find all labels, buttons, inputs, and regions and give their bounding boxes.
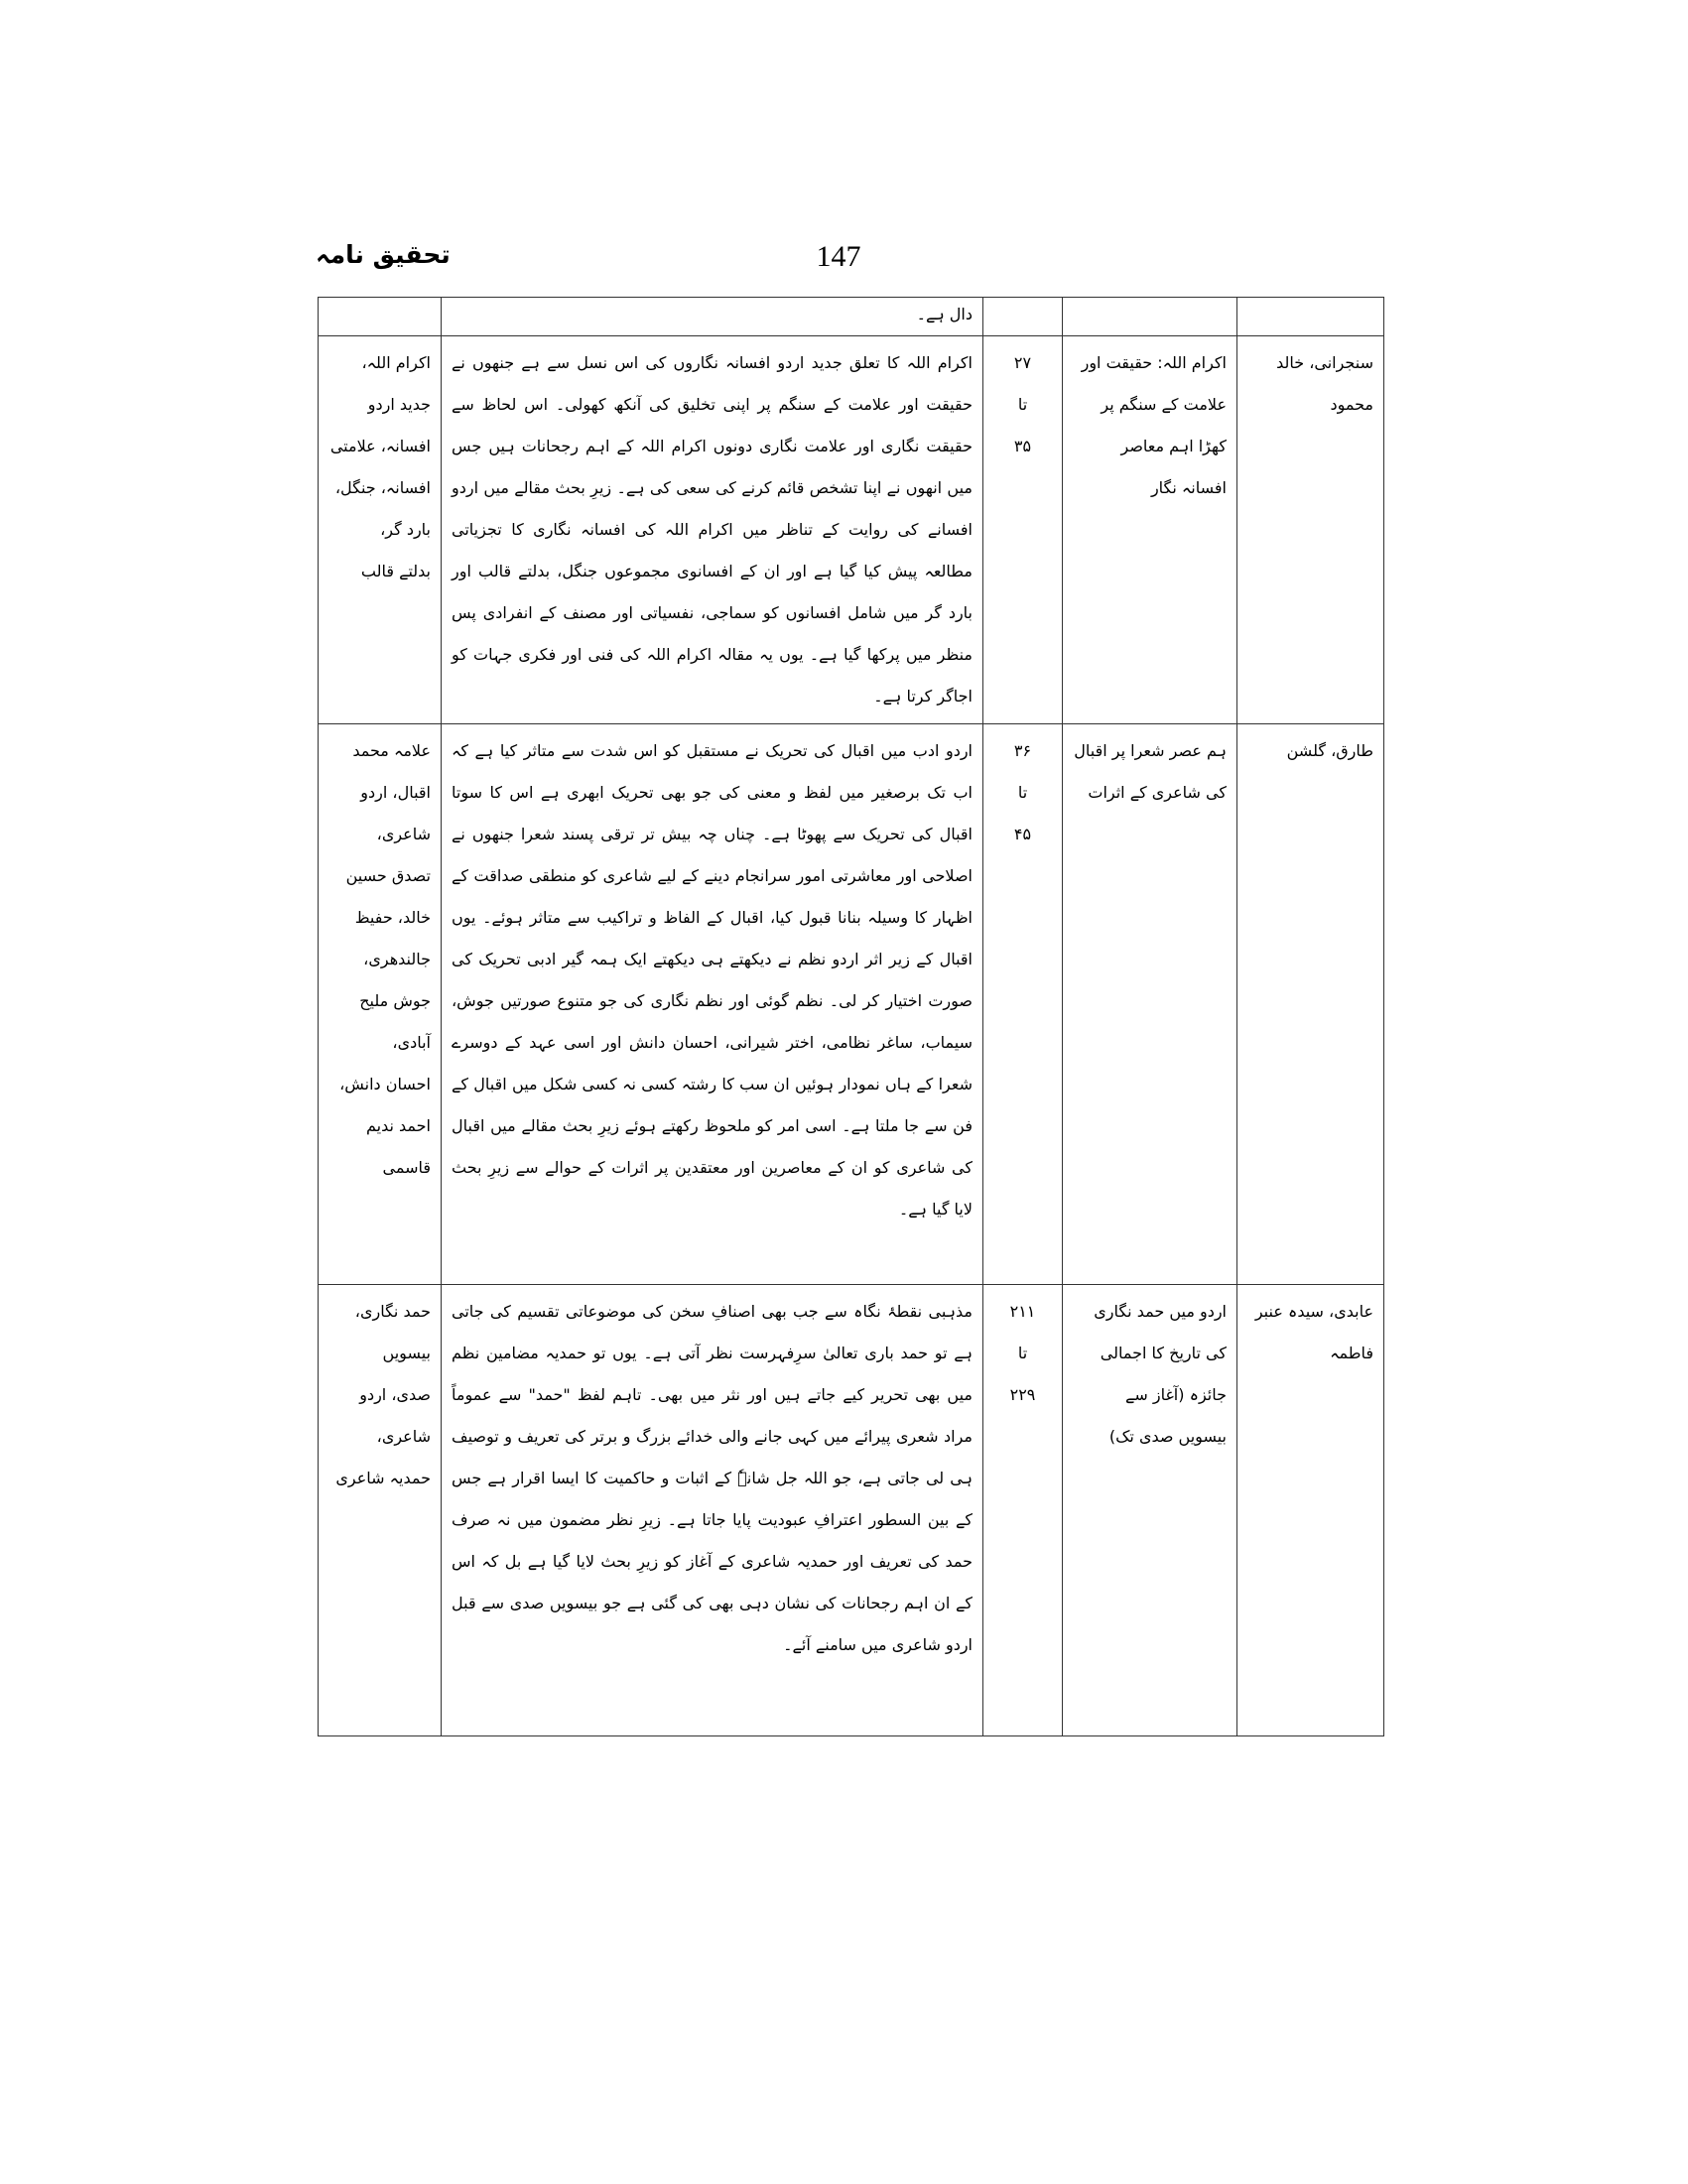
- table-row: [319, 336, 1384, 724]
- abstract-cell: اردو ادب میں اقبال کی تحریک نے مستقبل کو اس شدت سے متاثر کیا ہے کہ اب تک برصغیر میں لفظ و معنی کی جو بھی تحریک ابھری ہے اس کا سوتا اقبال کی تحریک سے پھوٹا ہے۔ چناں چہ بیش تر ترقی پسند شعرا جنھوں نے اصلاحی اور معاشرتی امور سرانجام دینے کے لیے شاعری کو منطقی صداقت کے اظہار کا وسیلہ بنانا قبول کیا، اقبال کے الفاظ و تراکیب سے متاثر ہوئے۔ یوں اقبال کے زیر اثر اردو نظم نے دیکھتے ہی دیکھتے ایک ہمہ گیر ادبی تحریک کی صورت اختیار کر لی۔ نظم گوئی اور نظم نگاری کی جو متنوع صورتیں جوش، سیماب، ساغر نظامی، اختر شیرانی، احسان دانش اور اسی عہد کے دوسرے شعرا کے ہاں نمودار ہوئیں ان سب کا رشتہ کسی نہ کسی شکل میں اقبال کے فن سے جا ملتا ہے۔ اسی امر کو ملحوظ رکھتے ہوئے زیرِ بحث مقالے میں اقبال کی شاعری کو ان کے معاصرین اور معتقدین پر اثرات کے حوالے سے زیرِ بحث لایا گیا ہے۔: [442, 724, 983, 1285]
- page-separator: تا: [1017, 1344, 1028, 1362]
- keywords-cell: [319, 336, 442, 724]
- pages-cell: [983, 1285, 1063, 1736]
- page-end: ۲۲۹: [1009, 1385, 1036, 1404]
- page-end: ۳۵: [1013, 437, 1032, 455]
- keywords-cell: [319, 724, 442, 1285]
- keyword: جدید اردو: [367, 395, 431, 414]
- abstract-cell: مذہبی نقطۂ نگاہ سے جب بھی اصنافِ سخن کی موضوعاتی تقسیم کی جاتی ہے تو حمد باری تعالیٰ سرِفہرست نظر آتی ہے۔ یوں تو حمدیہ مضامین نظم میں بھی تحریر کیے جاتے ہیں اور نثر میں بھی۔ تاہم لفظ "حمد" سے عموماً مراد شعری پیرائے میں کہی جانے والی خدائے بزرگ و برتر کی تعریف و توصیف ہی لی جاتی ہے، جو اللہ جل شانہٗ کے اثبات و حاکمیت کا ایسا اقرار ہے جس کے بین السطور اعترافِ عبودیت پایا جاتا ہے۔ زیرِ نظر مضمون میں نہ صرف حمد کی تعریف اور حمدیہ شاعری کے آغاز کو زیرِ بحث لایا گیا ہے بل کہ اس کے ان اہم رجحانات کی نشان دہی بھی کی گئی ہے جو بیسویں صدی سے قبل اردو شاعری میں سامنے آئے۔: [442, 1285, 983, 1736]
- page-start: ۳۶: [1013, 741, 1032, 760]
- page-end: ۴۵: [1013, 825, 1032, 843]
- page-separator: تا: [1017, 395, 1028, 414]
- title-cell: اردو میں حمد نگاری کی تاریخ کا اجمالی جائزہ (آغاز سے بیسویں صدی تک): [1063, 1285, 1237, 1736]
- pages-cell: [983, 298, 1063, 336]
- pages-cell: [983, 336, 1063, 724]
- keyword: علامہ محمد: [352, 741, 431, 760]
- abstract-cell: دال ہے۔: [442, 298, 983, 336]
- table-row: [319, 724, 1384, 1285]
- title-cell: [1063, 298, 1237, 336]
- keyword: شاعری،: [376, 1427, 431, 1446]
- page-separator: تا: [1017, 783, 1028, 802]
- keyword: آبادی،: [392, 1033, 431, 1052]
- keyword: احمد ندیم: [365, 1116, 431, 1135]
- keyword: بیسویں: [382, 1344, 431, 1362]
- keyword: شاعری،: [376, 825, 431, 843]
- keyword: جوش ملیح: [359, 991, 431, 1010]
- catalog-table: [318, 297, 1384, 1736]
- author-cell: طارق، گلشن: [1237, 724, 1384, 1285]
- table-row: [319, 1285, 1384, 1736]
- page-start: ۲۷: [1013, 353, 1032, 372]
- pages-cell: [983, 724, 1063, 1285]
- abstract-cell: اکرام اللہ کا تعلق جدید اردو افسانہ نگاروں کی اس نسل سے ہے جنھوں نے حقیقت اور علامت کے سنگم پر اپنی تخلیق کی آنکھ کھولی۔ اس لحاظ سے حقیقت نگاری اور علامت نگاری دونوں اکرام اللہ کے اہم رجحانات ہیں جس میں انھوں نے اپنا تشخص قائم کرنے کی سعی کی ہے۔ زیرِ بحث مقالے میں اردو افسانے کی روایت کے تناظر میں اکرام اللہ کی افسانہ نگاری کا تجزیاتی مطالعہ پیش کیا گیا ہے اور ان کے افسانوی مجموعوں جنگل، بدلتے قالب اور بارد گر میں شامل افسانوں کو سماجی، نفسیاتی اور مصنف کے انفرادی پس منظر میں پرکھا گیا ہے۔ یوں یہ مقالہ اکرام اللہ کی فنی اور فکری جہات کو اجاگر کرتا ہے۔: [442, 336, 983, 724]
- keywords-cell: [319, 1285, 442, 1736]
- keyword: جالندھری،: [363, 950, 431, 968]
- journal-title: تحقیق نامہ: [316, 240, 451, 269]
- keyword: صدی، اردو: [359, 1385, 431, 1404]
- keyword: قاسمی: [382, 1158, 431, 1177]
- keyword: بدلتے قالب: [360, 562, 431, 580]
- keyword: افسانہ، علامتی: [329, 437, 431, 455]
- keyword: اکرام اللہ،: [361, 353, 431, 372]
- keyword: اقبال، اردو: [360, 783, 431, 802]
- keyword: بارد گر،: [380, 520, 431, 539]
- author-cell: سنجرانی، خالد محمود: [1237, 336, 1384, 724]
- author-cell: عابدی، سیدہ عنبر فاطمہ: [1237, 1285, 1384, 1736]
- page-start: ۲۱۱: [1009, 1302, 1036, 1321]
- keyword: افسانہ، جنگل،: [334, 478, 431, 497]
- keyword: تصدق حسین: [345, 866, 431, 885]
- keyword: حمد نگاری،: [354, 1302, 431, 1321]
- keyword: حمدیہ شاعری: [335, 1469, 431, 1487]
- author-cell: [1237, 298, 1384, 336]
- table-row: [319, 298, 1384, 336]
- keyword: خالد، حفیظ: [354, 908, 431, 927]
- title-cell: اکرام اللہ: حقیقت اور علامت کے سنگم پر کھڑا اہم معاصر افسانہ نگار: [1063, 336, 1237, 724]
- title-cell: ہم عصر شعرا پر اقبال کی شاعری کے اثرات: [1063, 724, 1237, 1285]
- keyword: احسان دانش،: [339, 1075, 431, 1093]
- page-number: 147: [816, 240, 861, 273]
- keywords-cell: [319, 298, 442, 336]
